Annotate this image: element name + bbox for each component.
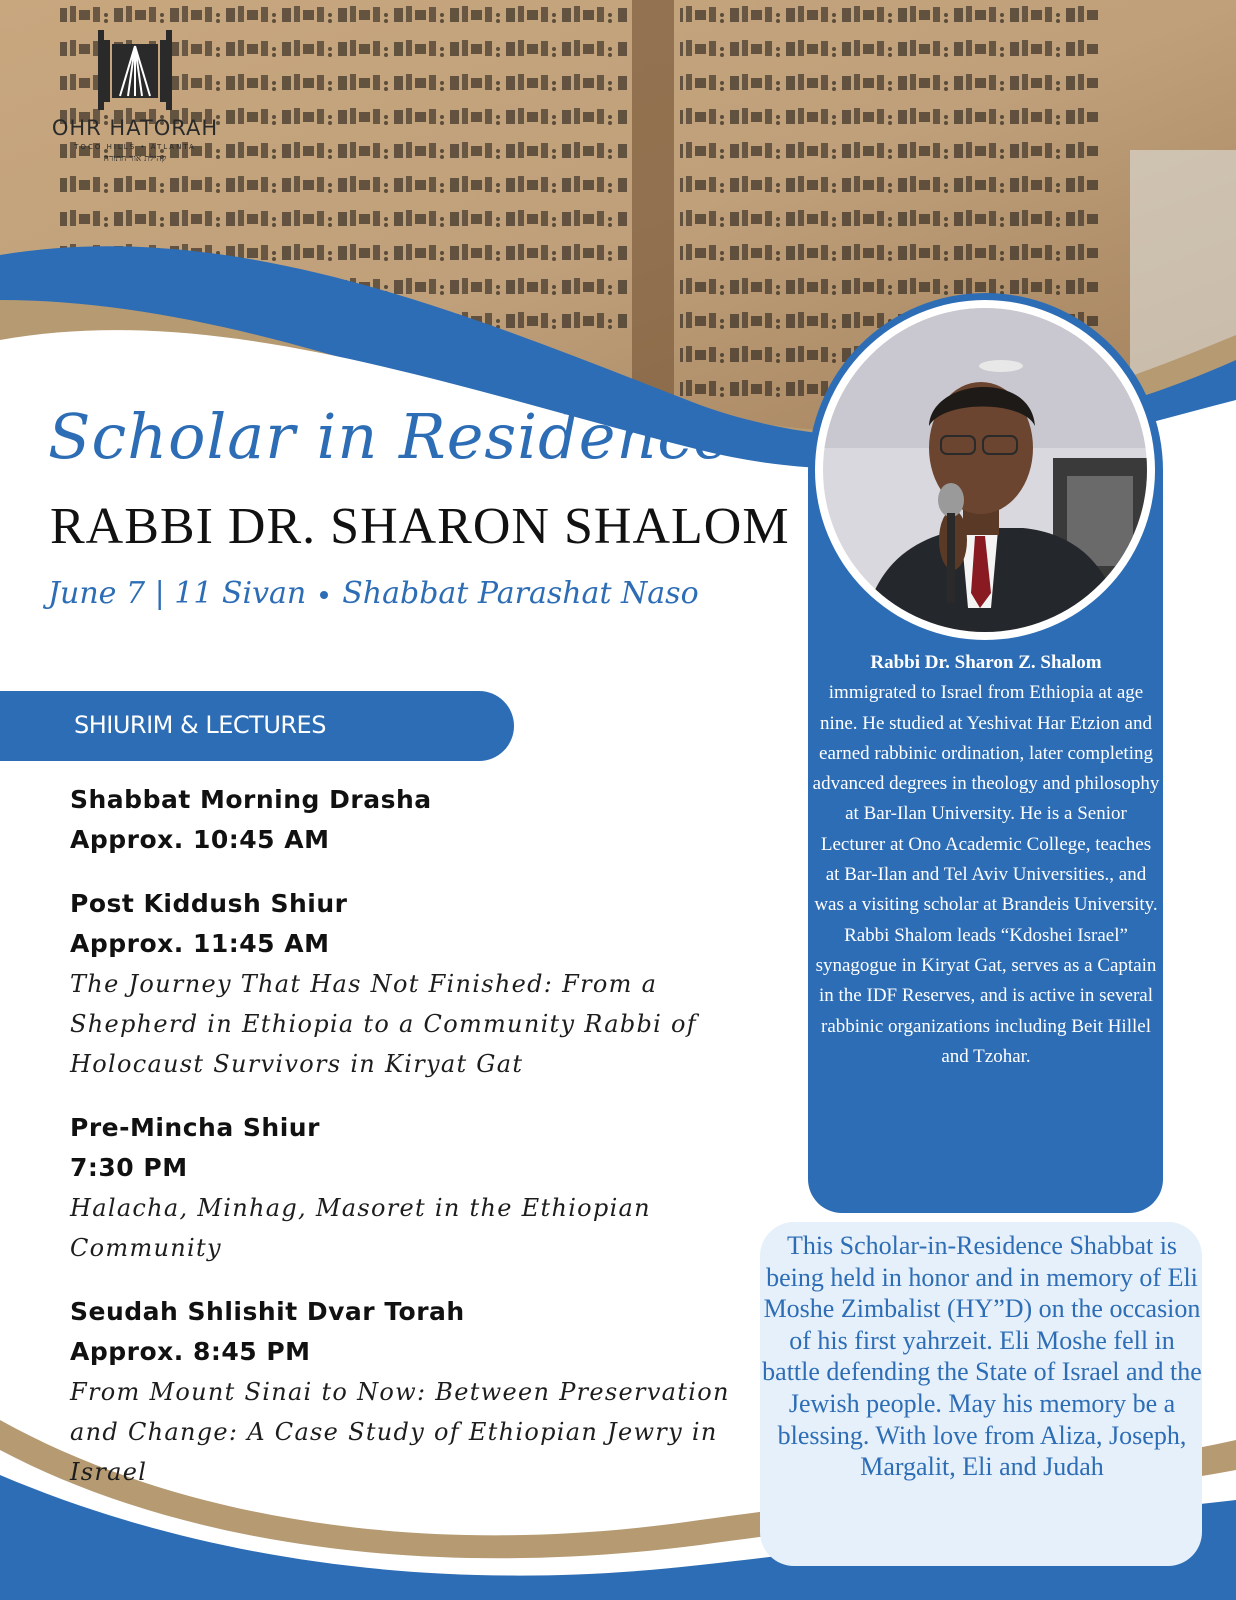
date-line (48, 576, 699, 611)
event-time: 7:30 PM (70, 1153, 188, 1182)
event-time: Approx. 10:45 AM (70, 825, 330, 854)
speaker-photo (823, 308, 1147, 632)
section-header-bar (0, 691, 514, 761)
speaker-bio (812, 648, 1160, 1072)
event-title: Seudah Shlishit Dvar Torah (70, 1297, 465, 1326)
org-name: OHR HATORAH (51, 116, 219, 140)
dedication-text: This Scholar-in-Residence Shabbat is being held in honor and in memory of Eli Moshe Zimbalist (HY”D) on the occasion of his first yahrzeit. Eli Moshe fell in battle defending the State of Israel and the Jewish people. May his memory be a blessing. With love from Aliza, Joseph, Margalit, Eli and Judah (762, 1231, 1202, 1482)
section-label: SHIURIM & LECTURES (74, 711, 326, 739)
bio-body: immigrated to Israel from Ethiopia at age nine. He studied at Yeshivat Har Etzion and earned rabbinic ordination, later completing advanced degrees in theology and philosophy at Bar-Ilan University. He is a Senior Lecturer at Ono Academic College, teaches at Bar-Ilan and Tel Aviv Universities., and was a visiting scholar at Brandeis University. Rabbi Shalom leads “Kdoshei Israel” synagogue in Kiryat Gat, serves as a Captain in the IDF Reserves, and is active in several rabbinic organizations including Beit Hillel and Tzohar. (812, 682, 1160, 1067)
org-location: TOCO HILLS • ATLANTA (74, 143, 196, 151)
bio-name: Rabbi Dr. Sharon Z. Shalom (870, 652, 1102, 673)
event-description: From Mount Sinai to Now: Between Preservation and Change: A Case Study of Ethiopian Jewry in Israel (70, 1378, 730, 1486)
schedule-list (70, 780, 760, 1516)
event-description: The Journey That Has Not Finished: From a Shepherd in Ethiopia to a Community Rabbi of Holocaust Survivors in Kiryat Gat (70, 970, 697, 1078)
event-time: Approx. 8:45 PM (70, 1337, 311, 1366)
org-logo (30, 26, 240, 186)
speaker-name: RABBI DR. SHARON SHALOM (50, 498, 790, 555)
event-title: Post Kiddush Shiur (70, 889, 348, 918)
bullet-dot-icon (320, 591, 328, 599)
page-title: Scholar in Residence (48, 400, 731, 473)
schedule-item (70, 1108, 760, 1268)
schedule-item (70, 884, 760, 1084)
event-date: June 7 | 11 Sivan (48, 576, 307, 611)
event-time: Approx. 11:45 AM (70, 929, 330, 958)
parasha: Shabbat Parashat Naso (342, 576, 699, 611)
torah-scroll-icon (90, 26, 180, 114)
schedule-item (70, 780, 760, 860)
schedule-item (70, 1292, 760, 1492)
event-title: Shabbat Morning Drasha (70, 785, 432, 814)
event-title: Pre-Mincha Shiur (70, 1113, 320, 1142)
org-hebrew-name: קהילת אור התורה (103, 154, 167, 164)
event-description: Halacha, Minhag, Masoret in the Ethiopian Community (70, 1194, 651, 1262)
